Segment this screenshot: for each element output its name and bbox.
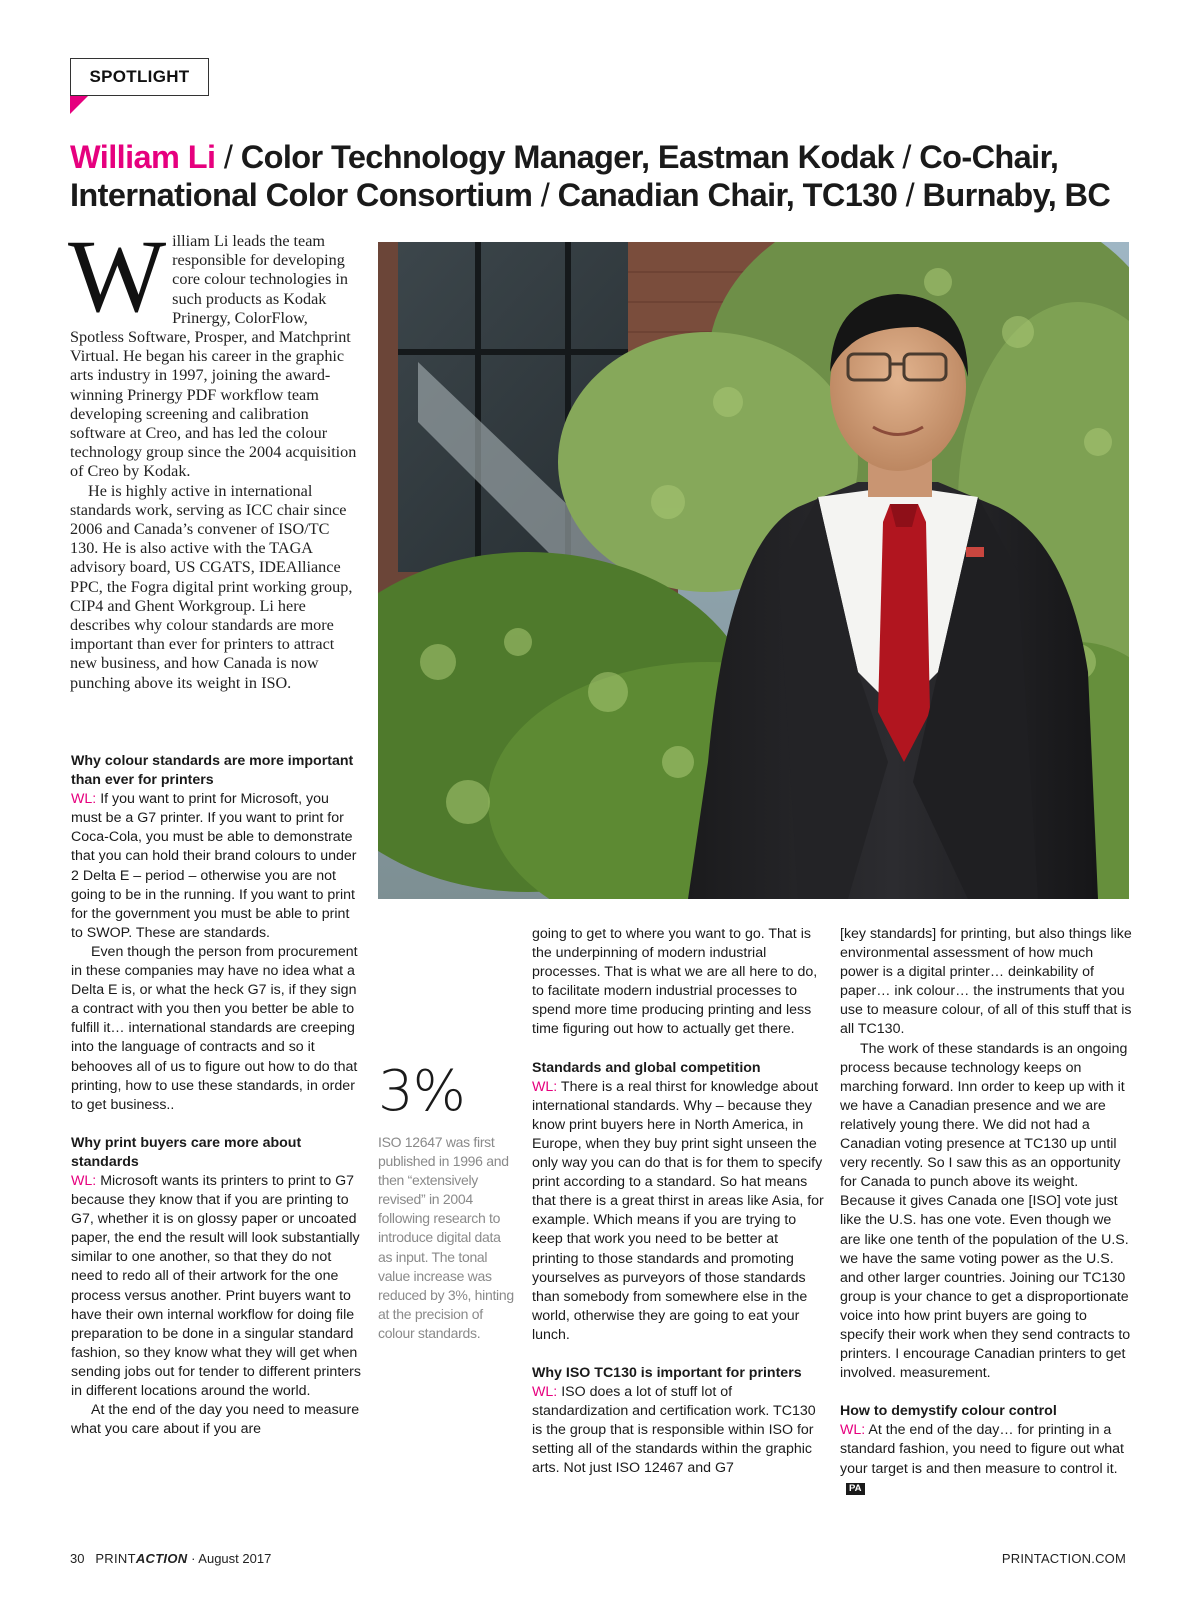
answer-paragraph: WL: ISO does a lot of stuff lot of standardization and certification work. TC130 is the group that is responsible within ISO for setting all of the standards within the graphic arts. Not just ISO 12467 and G7 <box>532 1384 816 1477</box>
footer-folio <box>70 1551 271 1566</box>
headline-role-2: Co-Chair, International Color Consortium <box>70 139 1059 213</box>
headline-separator: / <box>893 139 920 175</box>
interview-column-3 <box>532 925 824 1479</box>
portrait-photo <box>378 242 1129 899</box>
pull-stat-caption: ISO 12647 was first published in 1996 and then “extensively revised” in 2004 following research to introduce digital data as input. The tonal value increase was reduced by 3%, hinting at the precision of colour standards. <box>378 1134 514 1341</box>
answer-paragraph: [key standards] for printing, but also things like environmental assessment of how much power is a digital printer… deinkability of paper… ink colour… the instruments that you use to measure colour, of all of this stuff that is all TC130. <box>840 926 1132 1038</box>
issue-date: · August 2017 <box>191 1551 272 1566</box>
intro-text <box>68 219 360 693</box>
speaker-label: WL: <box>71 791 97 808</box>
portrait-photo-illustration <box>378 242 1129 899</box>
pull-stat-number: 3% <box>378 1059 465 1124</box>
question-heading: How to demystify colour control <box>840 1403 1057 1420</box>
headline-separator: / <box>215 139 241 175</box>
question-heading: Why print buyers care more about standards <box>71 1134 302 1170</box>
drop-cap: W <box>68 219 167 334</box>
headline-role-1: Color Technology Manager, Eastman Kodak <box>240 139 894 175</box>
speaker-label: WL: <box>840 1422 866 1439</box>
question-heading: Why colour standards are more important than ever for printers <box>71 753 354 789</box>
headline <box>70 138 1150 214</box>
headline-name: William Li <box>70 139 216 175</box>
answer-paragraph: The work of these standards is an ongoing process because technology keeps on marching forward. Inn order to keep up with it we have a Canadian presence and we are relatively young there. We did not had a Canadian voting presence at TC130 up until very recently. So I saw this as an opportunity for Canada to punch above its weight. Because it gives Canada one [ISO] vote just like the U.S. has one vote. Even though we are like one tenth of the population of the U.S. we have the same voting power as the U.S. and other larger countries. Joining our TC130 group is your chance to get a disproportionate voice into how print buyers are going to specify their work when they send contracts to printers. I encourage Canadian printers to get involved. measurement. <box>840 1040 1131 1382</box>
answer-paragraph: WL: There is a real thirst for knowledge about international standards. Why – because they know print buyers here in North America, in Europe, when they buy print sight unseen the only way you can do that is for them to specify print according to a standard. So hat means that there is a great thirst in areas like Asia, for example. Which means if you are trying to keep that work you need to be better at printing to those standards and promoting yourselves as purveyors of those standards than somebody from somewhere else in the world, otherwise they are going to eat your lunch. <box>532 1078 824 1343</box>
headline-separator: / <box>897 177 923 213</box>
page-number: 30 <box>70 1551 85 1566</box>
answer-paragraph: Even though the person from procurement in these companies may have no idea what a Delta E is, or what the heck G7 is, if they sign a contract with you then you better be able to fulfill it… international standards are creeping into the language of contracts and so it behooves all of us to figure out how to do that printing, how to use these standards, in order to get business.. <box>71 943 358 1113</box>
headline-location: Burnaby, BC <box>922 177 1111 213</box>
question-heading: Standards and global competition <box>532 1059 761 1076</box>
answer-paragraph: WL: If you want to print for Microsoft, you must be a G7 printer. If you want to print for Coca-Cola, you must be able to demonstrate that you can hold their brand colours to under 2 Delta E – period – otherwise you are not going to be in the running. If you want to print for the government you must be able to print to SWOP. These are standards. <box>71 791 357 941</box>
headline-role-3: Canadian Chair, TC130 <box>557 177 898 213</box>
intro-paragraph: He is highly active in international standards work, serving as ICC chair since 2006 and Canada’s convener of ISO/TC 130. He is also active with the TAGA advisory board, US CGATS, IDEAlliance PPC, the Fogra digital print working group, CIP4 and Ghent Workgroup. Li here describes why colour standards are more important than ever for printers to attract new business, and how Canada is now punching above its weight in ISO. <box>70 481 353 692</box>
interview-column-4 <box>840 925 1132 1498</box>
question-heading: Why ISO TC130 is important for printers <box>532 1364 802 1381</box>
footer-website: PRINTACTION.COM <box>1001 1551 1126 1566</box>
intro-paragraph: William Li leads the team responsible for developing core colour technologies in such products as Kodak Prinergy, ColorFlow, Spotless Software, Prosper, and Matchprint Virtual. He began his career in the graphic arts industry in 1997, joining the award-winning Prinergy PDF workflow team developing screening and calibration software at Creo, and has led the colour technology group since the 2004 acquisition of Creo by Kodak. <box>68 219 357 481</box>
interview-column-1 <box>71 752 361 1439</box>
answer-paragraph: going to get to where you want to go. That is the underpinning of modern industrial processes. That is what we are all here to do, to facilitate modern industrial processes to spend more time producing printing and less time figuring out how to actually get there. <box>532 926 818 1038</box>
section-tag-corner <box>70 96 88 114</box>
speaker-label: WL: <box>71 1172 97 1189</box>
headline-separator: / <box>532 177 558 213</box>
answer-paragraph: WL: At the end of the day… for printing in a standard fashion, you need to figure out what your target is and then measure to control it.PA <box>840 1422 1124 1494</box>
speaker-label: WL: <box>532 1078 558 1095</box>
section-tag: SPOTLIGHT <box>70 58 209 96</box>
answer-paragraph: WL: Microsoft wants its printers to print to G7 because they know that if you are printing to G7, whether it is on glossy paper or uncoated paper, the end the result will look substantially similar to one another, so that they do not need to redo all of their artwork for the one process versus another. Print buyers want to have their own internal workflow for doing file preparation to be done in a singular standard fashion, so they know what they will get when sending jobs out for tender to different printers in different locations around the world. <box>71 1172 361 1399</box>
end-of-article-badge: PA <box>846 1483 865 1495</box>
speaker-label: WL: <box>532 1384 558 1401</box>
magazine-brand: PRINTACTION <box>95 1551 188 1566</box>
answer-paragraph: At the end of the day you need to measure what you care about if you are <box>71 1402 360 1438</box>
